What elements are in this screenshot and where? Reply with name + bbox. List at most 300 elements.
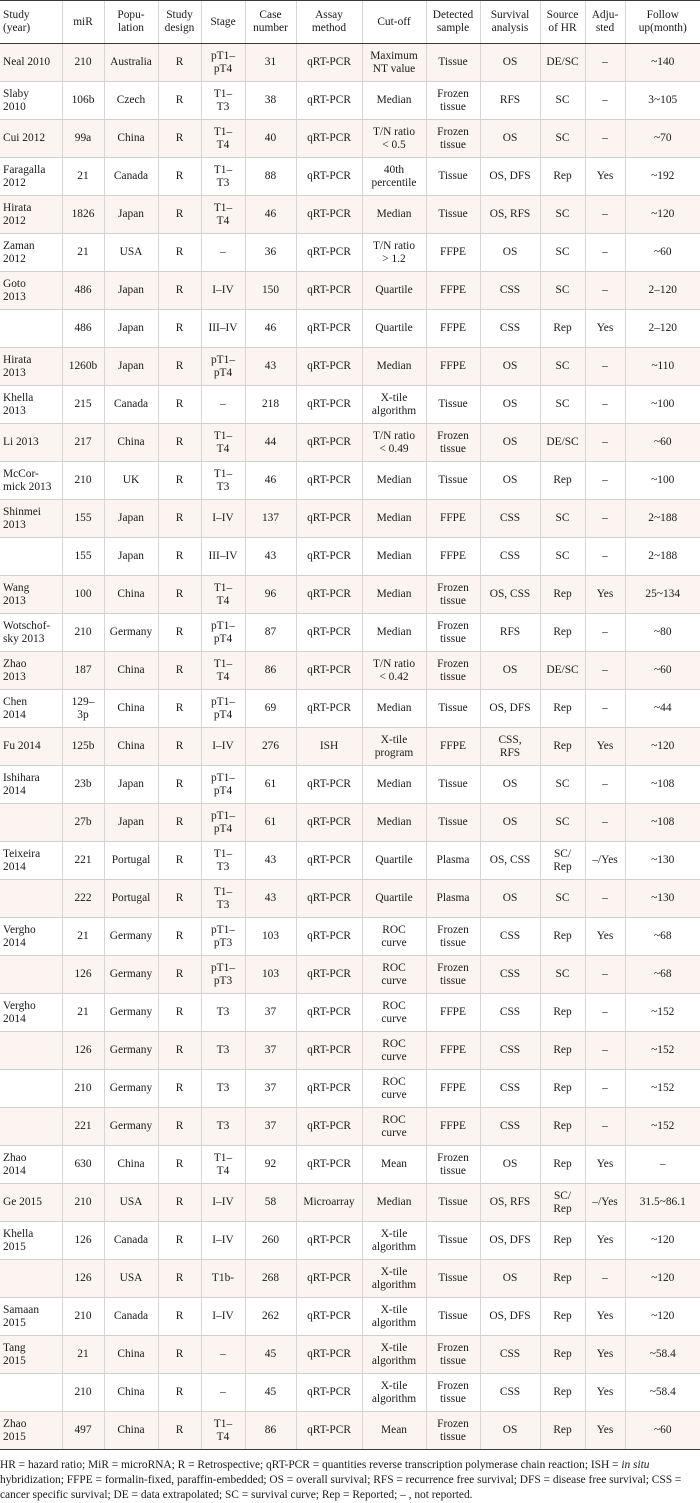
- table-cell: R: [158, 1374, 201, 1412]
- column-header: Cut-off: [362, 1, 426, 44]
- table-cell: qRT-PCR: [296, 804, 362, 842]
- table-cell: OS: [480, 348, 540, 386]
- table-cell: SC/ Rep: [540, 842, 585, 880]
- table-cell: R: [158, 44, 201, 82]
- table-cell: pT1– pT4: [201, 690, 245, 728]
- table-cell: qRT-PCR: [296, 652, 362, 690]
- table-cell: T1– T3: [201, 462, 245, 500]
- table-cell: [0, 1260, 62, 1298]
- table-row: [0, 994, 700, 1032]
- table-cell: –: [201, 1374, 245, 1412]
- table-cell: 210: [62, 1070, 104, 1108]
- table-cell: R: [158, 1184, 201, 1222]
- table-row: [0, 348, 700, 386]
- table-cell: –: [585, 1108, 625, 1146]
- table-cell: China: [104, 690, 158, 728]
- table-cell: Frozen tissue: [426, 918, 480, 956]
- table-cell: qRT-PCR: [296, 234, 362, 272]
- table-cell: CSS: [480, 918, 540, 956]
- table-cell: 126: [62, 956, 104, 994]
- table-cell: Chen 2014: [0, 690, 62, 728]
- table-cell: Yes: [585, 918, 625, 956]
- table-cell: Median: [362, 614, 426, 652]
- table-cell: Faragalla 2012: [0, 158, 62, 196]
- table-cell: 210: [62, 1184, 104, 1222]
- table-cell: CSS: [480, 500, 540, 538]
- table-cell: qRT-PCR: [296, 120, 362, 158]
- table-cell: Quartile: [362, 310, 426, 348]
- table-cell: T1– T3: [201, 158, 245, 196]
- table-row: [0, 576, 700, 614]
- table-cell: Tissue: [426, 1222, 480, 1260]
- table-cell: R: [158, 500, 201, 538]
- table-cell: Tissue: [426, 766, 480, 804]
- table-row: [0, 44, 700, 82]
- table-cell: pT1– pT4: [201, 766, 245, 804]
- table-cell: R: [158, 348, 201, 386]
- table-cell: –: [625, 1146, 700, 1184]
- table-cell: Median: [362, 538, 426, 576]
- table-cell: OS: [480, 424, 540, 462]
- table-cell: 215: [62, 386, 104, 424]
- table-cell: X-tile algorithm: [362, 1260, 426, 1298]
- table-cell: 21: [62, 158, 104, 196]
- table-row: [0, 956, 700, 994]
- table-cell: SC: [540, 120, 585, 158]
- table-cell: 43: [245, 880, 296, 918]
- table-cell: R: [158, 1336, 201, 1374]
- table-cell: 126: [62, 1260, 104, 1298]
- column-header: Stage: [201, 1, 245, 44]
- table-cell: 126: [62, 1032, 104, 1070]
- table-cell: qRT-PCR: [296, 500, 362, 538]
- table-cell: R: [158, 918, 201, 956]
- table-row: [0, 766, 700, 804]
- table-cell: 187: [62, 652, 104, 690]
- table-cell: Tang 2015: [0, 1336, 62, 1374]
- table-cell: CSS: [480, 994, 540, 1032]
- table-cell: Samaan 2015: [0, 1298, 62, 1336]
- table-row: [0, 1222, 700, 1260]
- table-row: [0, 1032, 700, 1070]
- table-cell: –: [585, 956, 625, 994]
- table-cell: USA: [104, 1260, 158, 1298]
- table-cell: ~130: [625, 842, 700, 880]
- table-row: [0, 1146, 700, 1184]
- table-cell: R: [158, 576, 201, 614]
- table-cell: OS: [480, 804, 540, 842]
- table-cell: FFPE: [426, 1032, 480, 1070]
- table-cell: Rep: [540, 994, 585, 1032]
- table-cell: 137: [245, 500, 296, 538]
- table-cell: Frozen tissue: [426, 576, 480, 614]
- table-cell: 103: [245, 918, 296, 956]
- table-row: [0, 1108, 700, 1146]
- table-cell: OS: [480, 1146, 540, 1184]
- table-cell: T1– T4: [201, 120, 245, 158]
- table-cell: qRT-PCR: [296, 766, 362, 804]
- table-cell: FFPE: [426, 310, 480, 348]
- table-cell: OS, RFS: [480, 196, 540, 234]
- table-cell: Wotschof- sky 2013: [0, 614, 62, 652]
- table-cell: –: [585, 120, 625, 158]
- table-cell: Frozen tissue: [426, 424, 480, 462]
- table-cell: ~80: [625, 614, 700, 652]
- table-cell: Tissue: [426, 158, 480, 196]
- table-cell: OS: [480, 652, 540, 690]
- table-cell: R: [158, 1146, 201, 1184]
- table-cell: 46: [245, 196, 296, 234]
- table-cell: OS: [480, 462, 540, 500]
- table-cell: 155: [62, 538, 104, 576]
- table-cell: 44: [245, 424, 296, 462]
- table-cell: qRT-PCR: [296, 82, 362, 120]
- table-cell: R: [158, 842, 201, 880]
- table-cell: –: [585, 234, 625, 272]
- table-cell: ~60: [625, 234, 700, 272]
- table-cell: Rep: [540, 1222, 585, 1260]
- table-cell: [0, 1374, 62, 1412]
- table-cell: qRT-PCR: [296, 1032, 362, 1070]
- table-cell: OS, DFS: [480, 158, 540, 196]
- table-body: [0, 44, 700, 1450]
- table-cell: Japan: [104, 538, 158, 576]
- table-cell: Wang 2013: [0, 576, 62, 614]
- table-cell: Canada: [104, 158, 158, 196]
- table-row: [0, 500, 700, 538]
- table-cell: ROC curve: [362, 994, 426, 1032]
- table-row: [0, 234, 700, 272]
- table-cell: Yes: [585, 1412, 625, 1450]
- table-cell: Tissue: [426, 690, 480, 728]
- table-cell: T1– T3: [201, 82, 245, 120]
- table-cell: ~44: [625, 690, 700, 728]
- table-cell: Zhao 2013: [0, 652, 62, 690]
- table-cell: 486: [62, 310, 104, 348]
- table-cell: 61: [245, 766, 296, 804]
- footnote-text-1: HR = hazard ratio; MiR = microRNA; R = Retrospective; qRT-PCR = quantities reverse transcription polymerase chain reaction; ISH =: [0, 1459, 622, 1471]
- table-cell: R: [158, 82, 201, 120]
- table-row: [0, 918, 700, 956]
- table-cell: ~58.4: [625, 1336, 700, 1374]
- table-cell: T1– T4: [201, 576, 245, 614]
- table-cell: Quartile: [362, 272, 426, 310]
- table-cell: –: [585, 272, 625, 310]
- table-cell: 87: [245, 614, 296, 652]
- table-cell: Khella 2015: [0, 1222, 62, 1260]
- footnote-italic: in situ: [621, 1459, 650, 1471]
- table-cell: R: [158, 310, 201, 348]
- table-cell: qRT-PCR: [296, 538, 362, 576]
- table-cell: Tissue: [426, 44, 480, 82]
- table-cell: 43: [245, 348, 296, 386]
- table-cell: qRT-PCR: [296, 272, 362, 310]
- table-cell: ~110: [625, 348, 700, 386]
- table-cell: R: [158, 1108, 201, 1146]
- table-cell: Hirata 2013: [0, 348, 62, 386]
- table-cell: 37: [245, 1108, 296, 1146]
- table-cell: 27b: [62, 804, 104, 842]
- table-cell: ~120: [625, 196, 700, 234]
- table-cell: pT1– pT4: [201, 348, 245, 386]
- table-cell: Vergho 2014: [0, 994, 62, 1032]
- table-cell: 96: [245, 576, 296, 614]
- table-cell: qRT-PCR: [296, 842, 362, 880]
- table-cell: 486: [62, 272, 104, 310]
- table-cell: Rep: [540, 1336, 585, 1374]
- column-header: Assay method: [296, 1, 362, 44]
- table-cell: Rep: [540, 158, 585, 196]
- table-cell: ~60: [625, 1412, 700, 1450]
- table-cell: R: [158, 1298, 201, 1336]
- table-cell: Zhao 2015: [0, 1412, 62, 1450]
- table-cell: ROC curve: [362, 918, 426, 956]
- table-cell: ROC curve: [362, 1032, 426, 1070]
- table-cell: FFPE: [426, 500, 480, 538]
- table-cell: RFS: [480, 614, 540, 652]
- table-cell: –: [201, 234, 245, 272]
- table-cell: 262: [245, 1298, 296, 1336]
- table-cell: III–IV: [201, 538, 245, 576]
- table-cell: Quartile: [362, 880, 426, 918]
- table-cell: ~130: [625, 880, 700, 918]
- table-cell: qRT-PCR: [296, 462, 362, 500]
- table-cell: T1– T3: [201, 842, 245, 880]
- table-cell: T1– T4: [201, 652, 245, 690]
- footnote-text-2: hybridization; FFPE = formalin-fixed, paraffin-embedded; OS = overall survival; RFS = recurrence free survival; DFS = disease free survival; CSS = cancer specific survival; DE = data extrapolated; SC = survival curve; Rep = Reported; – , not reported.: [0, 1474, 682, 1501]
- table-cell: OS, CSS: [480, 842, 540, 880]
- column-header: Detected sample: [426, 1, 480, 44]
- table-cell: Neal 2010: [0, 44, 62, 82]
- table-cell: –/Yes: [585, 842, 625, 880]
- table-cell: CSS: [480, 956, 540, 994]
- table-cell: ~68: [625, 918, 700, 956]
- table-cell: –: [585, 500, 625, 538]
- table-cell: 99a: [62, 120, 104, 158]
- table-cell: UK: [104, 462, 158, 500]
- table-cell: 46: [245, 310, 296, 348]
- table-cell: T/N ratio < 0.5: [362, 120, 426, 158]
- table-cell: –: [585, 880, 625, 918]
- column-header: Follow up(month): [625, 1, 700, 44]
- table-cell: China: [104, 576, 158, 614]
- table-cell: I–IV: [201, 500, 245, 538]
- table-cell: qRT-PCR: [296, 1336, 362, 1374]
- table-cell: SC: [540, 386, 585, 424]
- table-cell: China: [104, 120, 158, 158]
- table-cell: 69: [245, 690, 296, 728]
- table-cell: 210: [62, 462, 104, 500]
- table-cell: Khella 2013: [0, 386, 62, 424]
- table-cell: China: [104, 1336, 158, 1374]
- table-cell: Japan: [104, 804, 158, 842]
- table-cell: 46: [245, 462, 296, 500]
- table-cell: ISH: [296, 728, 362, 766]
- table-cell: USA: [104, 234, 158, 272]
- column-header: Source of HR: [540, 1, 585, 44]
- table-cell: FFPE: [426, 348, 480, 386]
- table-cell: X-tile algorithm: [362, 386, 426, 424]
- table-cell: OS: [480, 386, 540, 424]
- column-header: miR: [62, 1, 104, 44]
- table-cell: Yes: [585, 1336, 625, 1374]
- table-cell: R: [158, 120, 201, 158]
- table-cell: –: [585, 44, 625, 82]
- table-cell: FFPE: [426, 234, 480, 272]
- table-cell: 221: [62, 1108, 104, 1146]
- table-cell: 21: [62, 994, 104, 1032]
- table-cell: [0, 538, 62, 576]
- table-cell: Rep: [540, 1032, 585, 1070]
- table-cell: Rep: [540, 1260, 585, 1298]
- table-cell: qRT-PCR: [296, 424, 362, 462]
- table-cell: T3: [201, 1070, 245, 1108]
- table-cell: SC: [540, 234, 585, 272]
- table-cell: ~152: [625, 994, 700, 1032]
- table-cell: 92: [245, 1146, 296, 1184]
- table-cell: Portugal: [104, 842, 158, 880]
- table-cell: ~120: [625, 728, 700, 766]
- table-cell: Maximum NT value: [362, 44, 426, 82]
- table-cell: ~140: [625, 44, 700, 82]
- table-cell: Median: [362, 196, 426, 234]
- table-cell: OS, CSS: [480, 576, 540, 614]
- table-cell: OS: [480, 880, 540, 918]
- table-cell: –: [585, 462, 625, 500]
- table-cell: –: [585, 614, 625, 652]
- table-cell: R: [158, 728, 201, 766]
- table-cell: X-tile program: [362, 728, 426, 766]
- table-cell: R: [158, 538, 201, 576]
- table-cell: Tissue: [426, 196, 480, 234]
- table-cell: 43: [245, 538, 296, 576]
- table-cell: I–IV: [201, 1184, 245, 1222]
- table-cell: Mean: [362, 1412, 426, 1450]
- table-cell: 222: [62, 880, 104, 918]
- table-cell: T1– T3: [201, 880, 245, 918]
- table-cell: Goto 2013: [0, 272, 62, 310]
- table-cell: OS, DFS: [480, 1298, 540, 1336]
- table-cell: qRT-PCR: [296, 918, 362, 956]
- table-cell: 31: [245, 44, 296, 82]
- table-cell: qRT-PCR: [296, 690, 362, 728]
- table-cell: R: [158, 158, 201, 196]
- table-cell: ~108: [625, 766, 700, 804]
- table-cell: 268: [245, 1260, 296, 1298]
- table-cell: R: [158, 1412, 201, 1450]
- table-row: [0, 196, 700, 234]
- table-cell: 210: [62, 1298, 104, 1336]
- table-cell: Germany: [104, 956, 158, 994]
- table-cell: R: [158, 880, 201, 918]
- table-cell: ~120: [625, 1222, 700, 1260]
- table-cell: ~100: [625, 462, 700, 500]
- table-cell: CSS: [480, 1032, 540, 1070]
- table-cell: 58: [245, 1184, 296, 1222]
- table-cell: China: [104, 424, 158, 462]
- table-cell: qRT-PCR: [296, 310, 362, 348]
- table-cell: Rep: [540, 728, 585, 766]
- table-cell: Yes: [585, 1298, 625, 1336]
- table-cell: 125b: [62, 728, 104, 766]
- table-cell: 2~188: [625, 500, 700, 538]
- table-cell: T/N ratio < 0.49: [362, 424, 426, 462]
- table-row: [0, 1336, 700, 1374]
- table-cell: ~60: [625, 652, 700, 690]
- table-cell: R: [158, 614, 201, 652]
- table-cell: 218: [245, 386, 296, 424]
- table-cell: 88: [245, 158, 296, 196]
- table-cell: Plasma: [426, 880, 480, 918]
- table-row: [0, 1412, 700, 1450]
- table-cell: R: [158, 196, 201, 234]
- table-cell: –: [585, 1070, 625, 1108]
- table-cell: [0, 310, 62, 348]
- table-cell: I–IV: [201, 272, 245, 310]
- table-cell: I–IV: [201, 1222, 245, 1260]
- table-cell: Zaman 2012: [0, 234, 62, 272]
- table-cell: 43: [245, 842, 296, 880]
- table-cell: Yes: [585, 728, 625, 766]
- table-cell: SC: [540, 348, 585, 386]
- table-cell: Germany: [104, 1032, 158, 1070]
- table-row: [0, 728, 700, 766]
- table-cell: Germany: [104, 994, 158, 1032]
- table-cell: Median: [362, 804, 426, 842]
- table-cell: Li 2013: [0, 424, 62, 462]
- table-footnote: [0, 1450, 692, 1503]
- table-cell: CSS: [480, 1374, 540, 1412]
- table-cell: CSS, RFS: [480, 728, 540, 766]
- table-cell: Vergho 2014: [0, 918, 62, 956]
- table-cell: Japan: [104, 272, 158, 310]
- table-cell: 2–120: [625, 310, 700, 348]
- table-cell: Zhao 2014: [0, 1146, 62, 1184]
- table-cell: Yes: [585, 1374, 625, 1412]
- table-cell: Tissue: [426, 804, 480, 842]
- table-cell: DE/SC: [540, 44, 585, 82]
- table-cell: Canada: [104, 386, 158, 424]
- table-cell: Frozen tissue: [426, 82, 480, 120]
- table-cell: 1826: [62, 196, 104, 234]
- table-cell: OS: [480, 44, 540, 82]
- table-cell: R: [158, 462, 201, 500]
- table-cell: ~68: [625, 956, 700, 994]
- table-cell: 31.5~86.1: [625, 1184, 700, 1222]
- column-header: Case number: [245, 1, 296, 44]
- table-cell: ~192: [625, 158, 700, 196]
- table-cell: Japan: [104, 500, 158, 538]
- table-cell: CSS: [480, 310, 540, 348]
- table-cell: 37: [245, 1070, 296, 1108]
- table-cell: Fu 2014: [0, 728, 62, 766]
- table-cell: OS: [480, 1412, 540, 1450]
- table-cell: 36: [245, 234, 296, 272]
- table-cell: ~152: [625, 1108, 700, 1146]
- table-cell: FFPE: [426, 1070, 480, 1108]
- table-cell: Tissue: [426, 1260, 480, 1298]
- table-cell: SC: [540, 196, 585, 234]
- table-cell: –: [201, 386, 245, 424]
- table-row: [0, 690, 700, 728]
- table-cell: Yes: [585, 576, 625, 614]
- table-cell: Germany: [104, 614, 158, 652]
- table-cell: Rep: [540, 1298, 585, 1336]
- table-cell: [0, 1108, 62, 1146]
- table-cell: China: [104, 1374, 158, 1412]
- table-cell: 40: [245, 120, 296, 158]
- table-row: [0, 1260, 700, 1298]
